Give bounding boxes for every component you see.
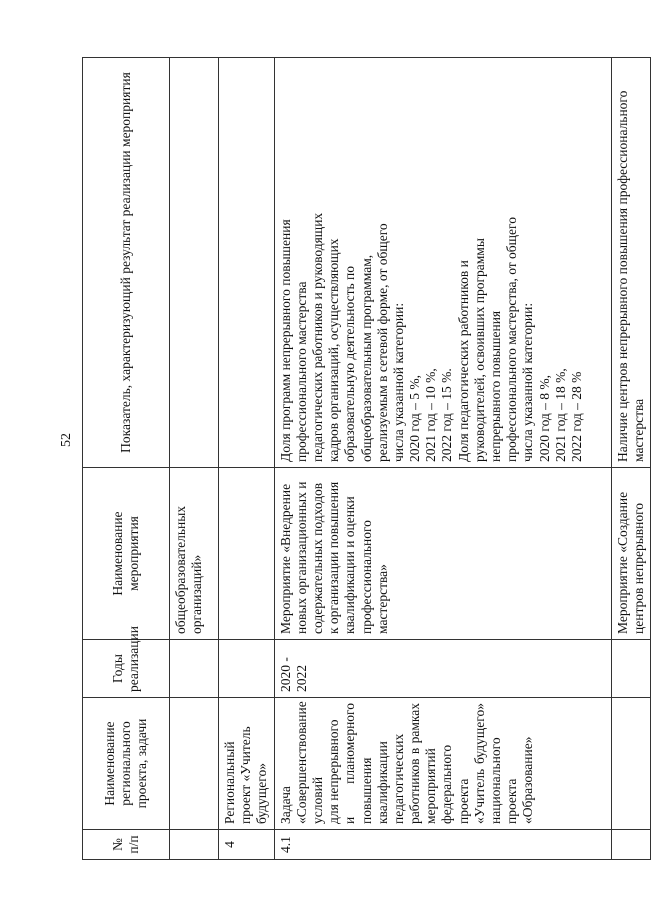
- result-line: Доля педагогических работников и: [455, 260, 471, 462]
- cell-years: [219, 640, 275, 698]
- cell-years: [611, 640, 650, 698]
- cell-years: 2020 - 2022: [274, 640, 611, 698]
- cell-result: [219, 58, 275, 468]
- header-result-indicator: Показатель, характеризующий результат реализации мероприятия: [83, 58, 170, 468]
- task-line: условий: [309, 776, 325, 824]
- cell-event: Мероприятие «Внедрение новых организационных и содержательных подходов к организации повышения квалификации и оценки профессионального мастерства»: [274, 468, 611, 640]
- cell-project-name: [274, 698, 611, 830]
- task-line: педагогических: [390, 733, 406, 824]
- result-line: числа указанной категории:: [390, 302, 406, 462]
- task-line: национального проекта: [488, 737, 520, 824]
- cell-result: [170, 58, 219, 468]
- task-line: работников в рамках: [407, 703, 423, 824]
- result-line: руководителей, освоивших программы: [471, 238, 487, 462]
- task-line: квалификации: [374, 741, 390, 824]
- result-line: 2022 год – 15 %.: [439, 368, 455, 462]
- header-project-name: Наименование регионального проекта, задачи: [83, 698, 170, 830]
- result-line: 2022 год – 28 %: [568, 371, 584, 462]
- table-row-4-1: [274, 58, 611, 860]
- result-line: Доля программ непрерывного повышения: [277, 219, 293, 462]
- cell-project-name: [611, 698, 650, 830]
- task-line: федерального проекта: [439, 744, 471, 824]
- cell-result: Наличие центров непрерывного повышения профессионального мастерства: [611, 58, 650, 468]
- cell-event: общеобразовательных организаций»: [170, 468, 219, 640]
- task-line: «Учитель будущего»: [471, 703, 487, 824]
- result-line: профессионального мастерства, от общего: [504, 217, 520, 462]
- task-line: «Образование»: [520, 736, 536, 824]
- result-line: 2021 год – 10 %,: [423, 368, 439, 462]
- task-line: мероприятий: [423, 748, 439, 824]
- task-line: повышения: [358, 757, 374, 824]
- result-line: общеобразовательным программам,: [358, 254, 374, 462]
- cell-event: [219, 468, 275, 640]
- cell-num: [611, 830, 650, 860]
- header-event-name: Наименование мероприятия: [83, 468, 170, 640]
- task-line: «Совершенствование: [293, 701, 309, 824]
- table-row-4-2: [611, 58, 650, 860]
- cell-num: [170, 830, 219, 860]
- table-row-4: [219, 58, 275, 860]
- cell-years: [170, 640, 219, 698]
- table-row-continuation: [170, 58, 219, 860]
- cell-num: 4.1: [274, 830, 611, 860]
- task-line: Задача: [277, 786, 293, 824]
- result-line: образовательную деятельность по: [342, 266, 358, 462]
- result-line: непрерывного повышения: [488, 310, 503, 462]
- cell-result: [274, 58, 611, 468]
- result-line: 2020 год – 8 %,: [536, 374, 552, 462]
- measures-table: [82, 57, 651, 860]
- result-line: педагогических работников и руководящих: [309, 212, 325, 462]
- result-line: профессионального мастерства: [293, 281, 309, 462]
- result-line: 2020 год – 5 %,: [407, 374, 423, 462]
- task-line: и планомерного: [342, 703, 358, 824]
- cell-project-name: Региональный проект «Учитель будущего»: [219, 698, 275, 830]
- cell-project-name: [170, 698, 219, 830]
- result-line: кадров организаций, осуществляющих: [326, 238, 342, 462]
- result-line: 2021 год – 18 %,: [552, 368, 568, 462]
- page-number: 52: [59, 433, 74, 447]
- rotated-table-container: [82, 58, 646, 860]
- cell-event: Мероприятие «Создание центров непрерывного: [611, 468, 650, 640]
- header-years: Годы реализации: [83, 640, 170, 698]
- task-line: для непрерывного: [326, 719, 342, 824]
- table-header-row: [83, 58, 170, 860]
- header-num: № п/п: [83, 830, 170, 860]
- result-line: числа указанной категории:: [520, 302, 536, 462]
- result-line: реализуемым в сетевой форме, от общего: [374, 223, 390, 462]
- cell-num: 4: [219, 830, 275, 860]
